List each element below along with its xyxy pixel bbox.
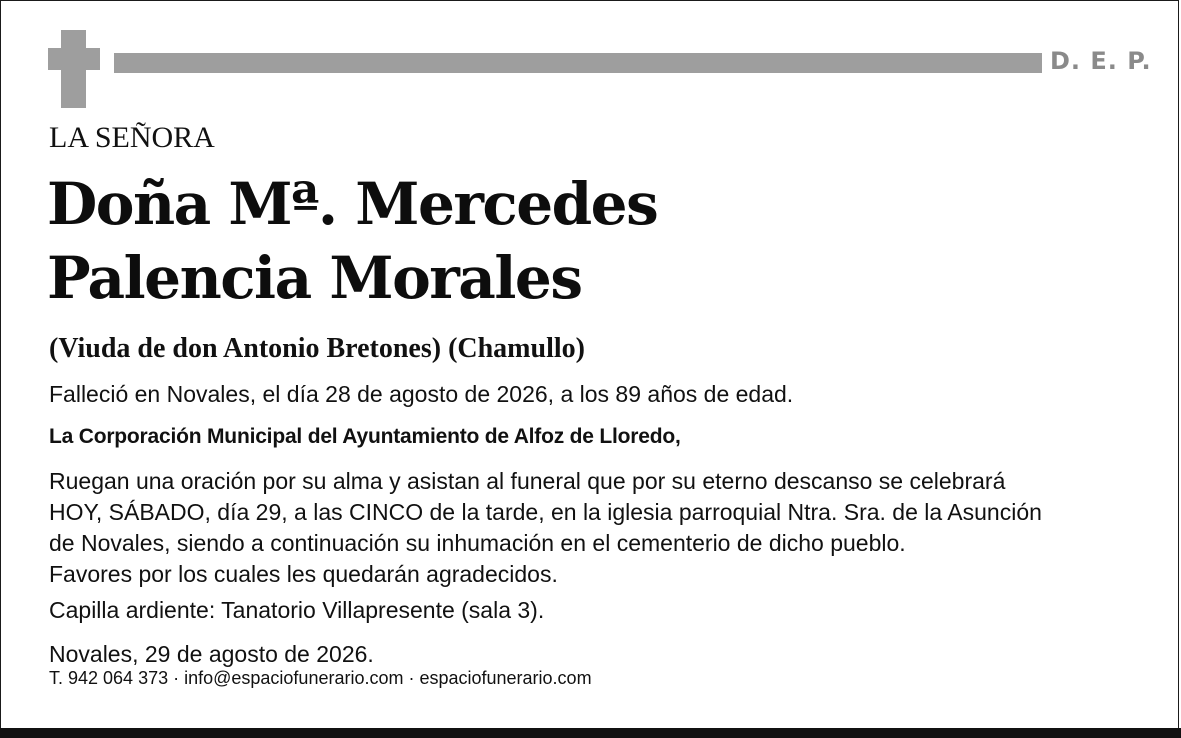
bottom-rule — [0, 728, 1181, 738]
deceased-name — [47, 167, 657, 315]
organization-name: La Corporación Municipal del Ayuntamiento de Alfoz de Lloredo, — [49, 425, 681, 448]
prayer-line: HOY, SÁBADO, día 29, a las CINCO de la tarde, en la iglesia parroquial Ntra. Sra. de la Asunción — [49, 499, 1042, 525]
cross-icon — [48, 30, 100, 108]
header-rule — [114, 53, 1042, 73]
deceased-name-line2: Palencia Morales — [47, 244, 582, 312]
honorific: LA SEÑORA — [49, 121, 215, 154]
deceased-name-line1: Doña Mª. Mercedes — [47, 170, 658, 238]
prayer-request — [49, 466, 1042, 590]
prayer-line: de Novales, siendo a continuación su inhumación en el cementerio de dicho pueblo. — [49, 530, 906, 556]
widow-note: (Viuda de don Antonio Bretones) (Chamullo) — [49, 333, 585, 364]
death-notice: Falleció en Novales, el día 28 de agosto de 2026, a los 89 años de edad. — [49, 381, 794, 407]
place-date: Novales, 29 de agosto de 2026. — [49, 641, 374, 667]
contact-line: T. 942 064 373 · info@espaciofunerario.com · espaciofunerario.com — [49, 668, 592, 688]
prayer-line: Ruegan una oración por su alma y asistan al funeral que por su eterno descanso se celebrará — [49, 468, 1006, 494]
dep-label: D. E. P. — [1050, 47, 1152, 75]
prayer-line: Favores por los cuales les quedarán agradecidos. — [49, 561, 558, 587]
chapel-info: Capilla ardiente: Tanatorio Villapresente (sala 3). — [49, 597, 545, 623]
